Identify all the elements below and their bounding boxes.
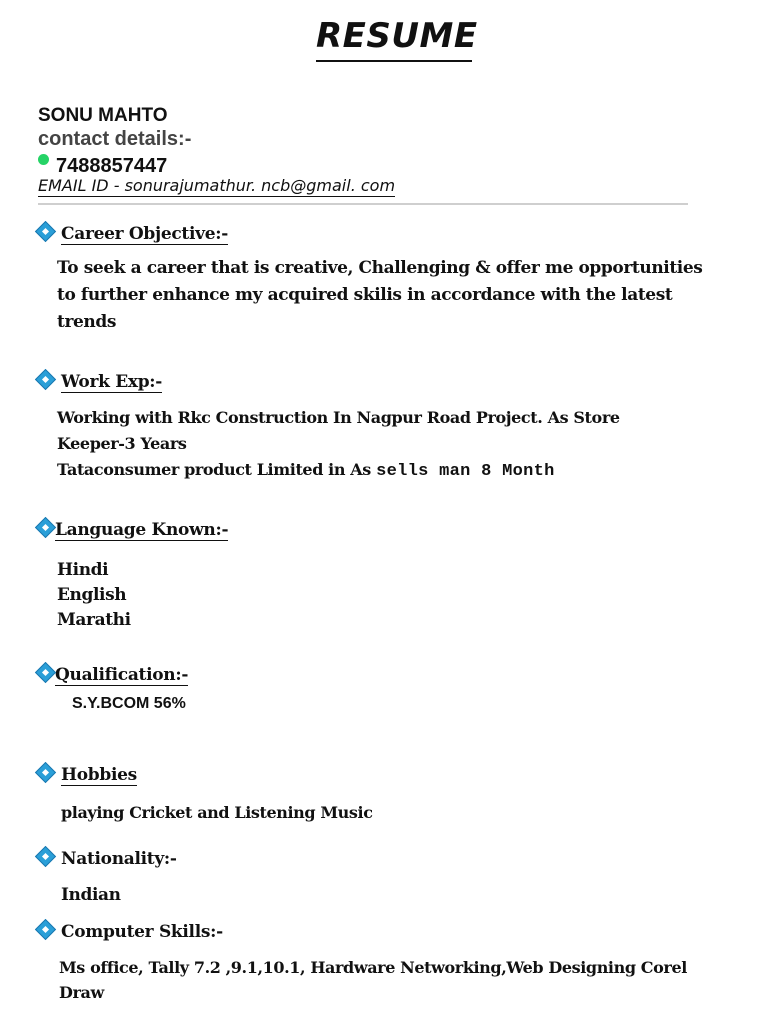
qualification-value: S.Y.BCOM 56% [72, 695, 186, 712]
work-exp-line [57, 460, 555, 481]
bullet-diamond-icon [35, 369, 56, 390]
document-title: RESUME [316, 16, 472, 62]
email-address: EMAIL ID - sonurajumathur. ncb@gmail. com [38, 176, 396, 195]
computer-skills-line: Draw [59, 983, 104, 1002]
bullet-diamond-icon [35, 517, 56, 538]
contact-label: contact details:- [38, 128, 192, 150]
nationality-heading: Nationality:- [34, 849, 177, 869]
work-exp-line-prefix: Tataconsumer product Limited in As [57, 460, 371, 479]
language-heading: Language Known:- [34, 520, 228, 540]
bullet-diamond-icon [35, 221, 56, 242]
work-exp-line: Working with Rkc Construction In Nagpur Road Project. As Store [57, 408, 620, 427]
qualification-heading: Qualification:- [34, 665, 188, 685]
bullet-diamond-icon [35, 919, 56, 940]
computer-skills-heading: Computer Skills:- [34, 922, 223, 942]
bullet-diamond-icon [35, 846, 56, 867]
whatsapp-icon [38, 154, 49, 165]
nationality-value: Indian [61, 885, 121, 905]
computer-skills-line: Ms office, Tally 7.2 ,9.1,10.1, Hardware Networking,Web Designing Corel [59, 958, 687, 977]
language-item: Hindi [57, 560, 109, 580]
hobbies-value: playing Cricket and Listening Music [61, 803, 373, 822]
candidate-name: SONU MAHTO [38, 105, 168, 126]
career-objective-line: To seek a career that is creative, Challenging & offer me opportunities [57, 258, 703, 278]
work-exp-line-suffix: sells man 8 Month [376, 462, 555, 481]
bullet-diamond-icon [35, 762, 56, 783]
career-objective-line: to further enhance my acquired skilis in accordance with the latest [57, 285, 673, 305]
work-exp-heading: Work Exp:- [34, 372, 162, 392]
career-objective-line: trends [57, 312, 117, 332]
language-item: Marathi [57, 610, 131, 630]
divider [38, 203, 688, 205]
phone-number: 7488857447 [56, 155, 168, 177]
work-exp-line: Keeper-3 Years [57, 434, 187, 453]
hobbies-heading: Hobbies [34, 765, 137, 785]
career-objective-heading: Career Objective:- [34, 224, 228, 244]
language-item: English [57, 585, 127, 605]
bullet-diamond-icon [35, 662, 56, 683]
